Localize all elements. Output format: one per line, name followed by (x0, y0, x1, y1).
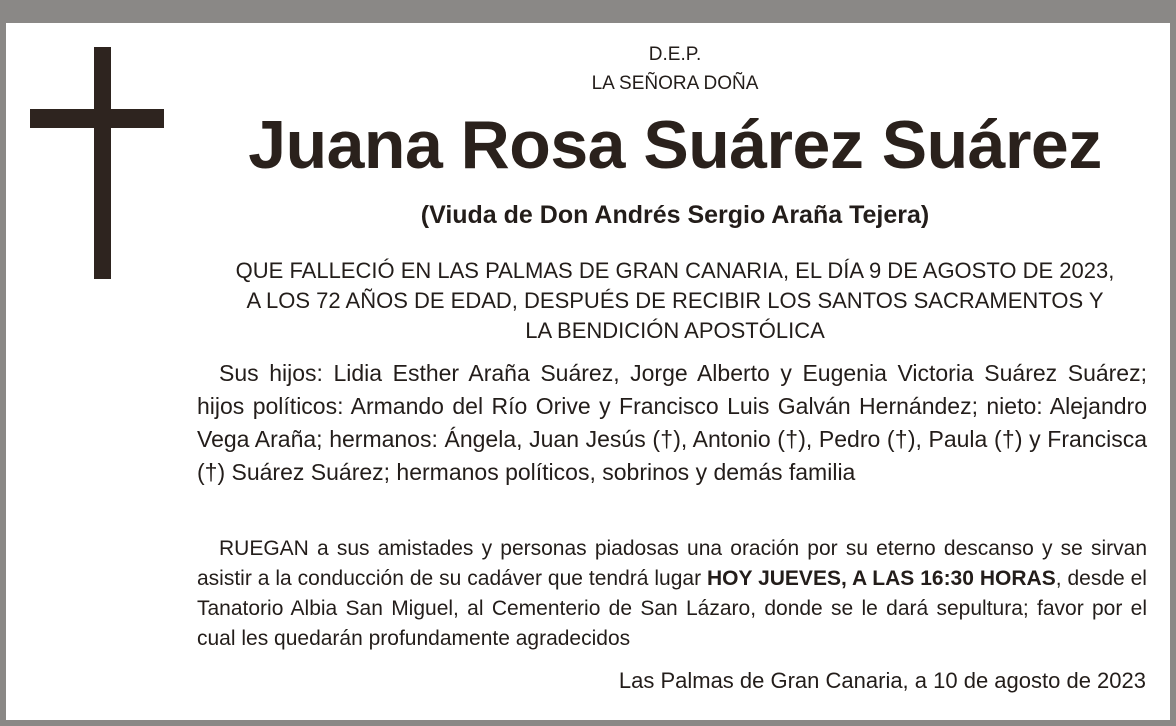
service-time: HOY JUEVES, A LAS 16:30 HORAS (707, 567, 1056, 590)
family-paragraph: Sus hijos: Lidia Esther Araña Suárez, Jorge Alberto y Eugenia Victoria Suárez Suárez; hijos políticos: Armando del Río Orive y Francisco Luis Galván Hernández; nieto: Alejandro Vega Araña; hermanos: Ángela, Juan Jesús (†), Antonio (†), Pedro (†), Paula (†) y Francisca (†) Suárez Suárez; hermanos políticos, sobrinos y demás familia (197, 360, 1147, 485)
cross-vertical-bar (94, 47, 111, 279)
honorific-title: LA SEÑORA DOÑA (591, 73, 759, 94)
prayer-text-end: , desde el Tanatorio Albia San Miguel, al Cementerio de San Lázaro, donde se le dará sepultura; favor por el cual les quedarán profundamente agradecidos (197, 567, 1147, 650)
cross-horizontal-bar (30, 109, 164, 128)
deceased-name: Juana Rosa Suárez Suárez (248, 107, 1102, 183)
death-line-3: LA BENDICIÓN APOSTÓLICA (525, 318, 825, 343)
widow-of-line: (Viuda de Don Andrés Sergio Araña Tejera) (420, 201, 930, 229)
place-date-signoff: Las Palmas de Gran Canaria, a 10 de agosto de 2023 (618, 668, 1146, 693)
prayer-paragraph (197, 534, 1147, 654)
death-line-1: QUE FALLECIÓ EN LAS PALMAS DE GRAN CANARIA, EL DÍA 9 DE AGOSTO DE 2023, (235, 258, 1115, 283)
prayer-text-start: RUEGAN a sus amistades y personas piadosas una oración por su eterno descanso y se sirvan asistir a la conducción de su cadáver que tendrá lugar (197, 537, 1147, 590)
death-line-2: A LOS 72 AÑOS DE EDAD, DESPUÉS DE RECIBIR LOS SANTOS SACRAMENTOS Y (246, 288, 1104, 313)
obituary-notice (6, 23, 1170, 720)
death-announcement (196, 256, 1154, 346)
dep-heading: D.E.P. (648, 44, 702, 65)
